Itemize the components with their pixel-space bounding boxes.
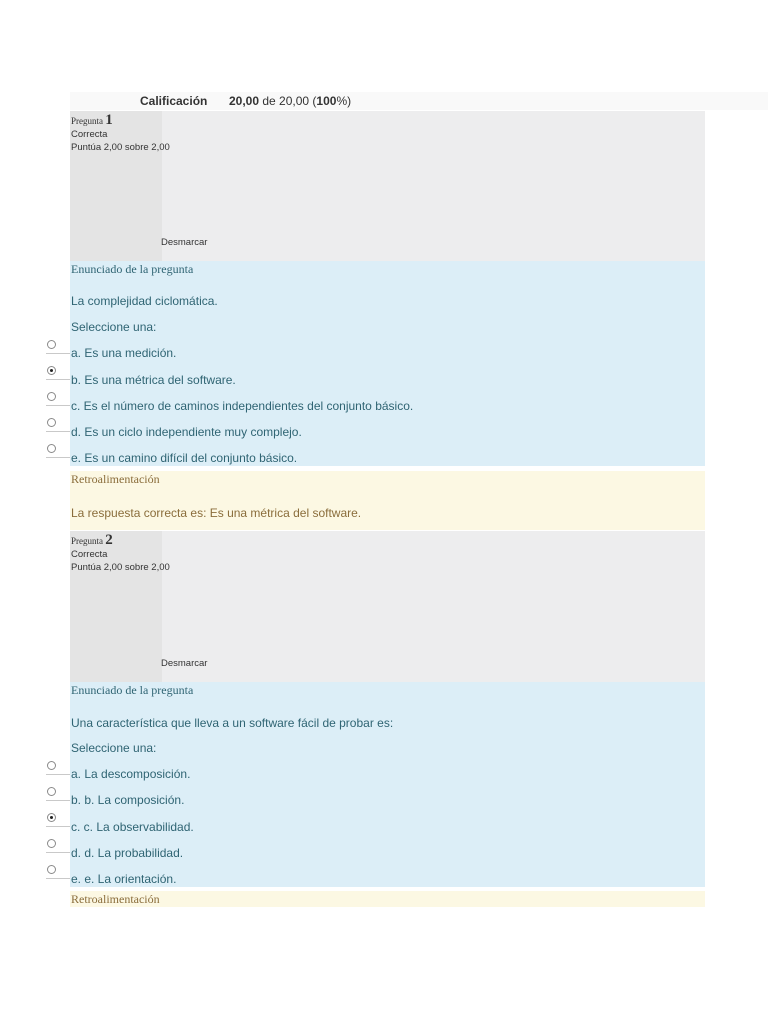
question-2-feedback	[70, 891, 705, 907]
option-divider	[46, 353, 70, 354]
question-2-text: Una característica que lleva a un software fácil de probar es:	[71, 716, 394, 730]
question-2-feedback-header: Retroalimentación	[71, 892, 160, 906]
question-2-statement-header: Enunciado de la pregunta	[71, 683, 194, 697]
option-divider	[46, 379, 70, 380]
option-divider	[46, 457, 70, 458]
question-2-option-e[interactable]: e. e. La orientación.	[71, 872, 177, 886]
grade-percent: 100	[316, 94, 337, 108]
question-1-text: La complejidad ciclomática.	[71, 294, 218, 308]
question-1-state: Correcta	[71, 129, 108, 140]
question-2-number	[71, 532, 113, 549]
option-divider	[46, 878, 70, 879]
question-2-unflag-link[interactable]: Desmarcar	[161, 658, 208, 669]
option-divider	[46, 774, 70, 775]
question-2-option-e-radio[interactable]	[47, 865, 56, 874]
question-2-num: 2	[105, 532, 113, 548]
question-2-option-d[interactable]: d. d. La probabilidad.	[71, 846, 184, 860]
question-2-label: Pregunta	[71, 536, 103, 546]
option-divider	[46, 800, 70, 801]
option-divider	[46, 405, 70, 406]
question-1-option-c-radio[interactable]	[47, 392, 56, 401]
question-1-feedback	[70, 471, 705, 530]
question-1-num: 1	[105, 112, 113, 128]
question-2-option-b-radio[interactable]	[47, 787, 56, 796]
question-2-option-a[interactable]: a. La descomposición.	[71, 767, 191, 781]
question-2-state: Correcta	[71, 549, 108, 560]
question-1-option-e[interactable]: e. Es un camino difícil del conjunto básico.	[71, 451, 298, 465]
question-1-formulation	[70, 261, 705, 466]
question-1-info	[70, 111, 705, 261]
question-1-feedback-text: La respuesta correcta es: Es una métrica del software.	[71, 506, 362, 520]
question-2-option-b[interactable]: b. b. La composición.	[71, 793, 185, 807]
question-2-prompt: Seleccione una:	[71, 741, 157, 755]
grade-value	[229, 94, 351, 108]
grade-tail: %)	[336, 94, 352, 108]
question-1-option-d[interactable]: d. Es un ciclo independiente muy complejo.	[71, 425, 302, 439]
question-1-option-d-radio[interactable]	[47, 418, 56, 427]
question-1-option-c[interactable]: c. Es el número de caminos independientes del conjunto básico.	[71, 399, 414, 413]
question-2-formulation	[70, 682, 705, 887]
question-1-feedback-header: Retroalimentación	[71, 472, 160, 486]
question-2-option-c-radio[interactable]	[47, 813, 56, 822]
question-1-statement-header: Enunciado de la pregunta	[71, 262, 194, 276]
option-divider	[46, 852, 70, 853]
question-1-option-e-radio[interactable]	[47, 444, 56, 453]
question-1-unflag-link[interactable]: Desmarcar	[161, 237, 208, 248]
grade-label: Calificación	[140, 94, 208, 108]
question-1-option-b-radio[interactable]	[47, 366, 56, 375]
option-divider	[46, 826, 70, 827]
question-1-option-a[interactable]: a. Es una medición.	[71, 346, 177, 360]
question-2-option-a-radio[interactable]	[47, 761, 56, 770]
grade-rest: de 20,00 (	[259, 94, 317, 108]
grade-summary	[70, 92, 768, 110]
question-2-mark: Puntúa 2,00 sobre 2,00	[71, 562, 170, 573]
question-1-option-b[interactable]: b. Es una métrica del software.	[71, 373, 236, 387]
question-1-prompt: Seleccione una:	[71, 320, 157, 334]
question-1-number	[71, 112, 113, 129]
question-1-label: Pregunta	[71, 116, 103, 126]
question-2-info	[70, 531, 705, 682]
question-2-option-c[interactable]: c. c. La observabilidad.	[71, 820, 194, 834]
option-divider	[46, 431, 70, 432]
question-1-mark: Puntúa 2,00 sobre 2,00	[71, 142, 170, 153]
question-2-option-d-radio[interactable]	[47, 839, 56, 848]
grade-score: 20,00	[229, 94, 260, 108]
question-1-option-a-radio[interactable]	[47, 340, 56, 349]
